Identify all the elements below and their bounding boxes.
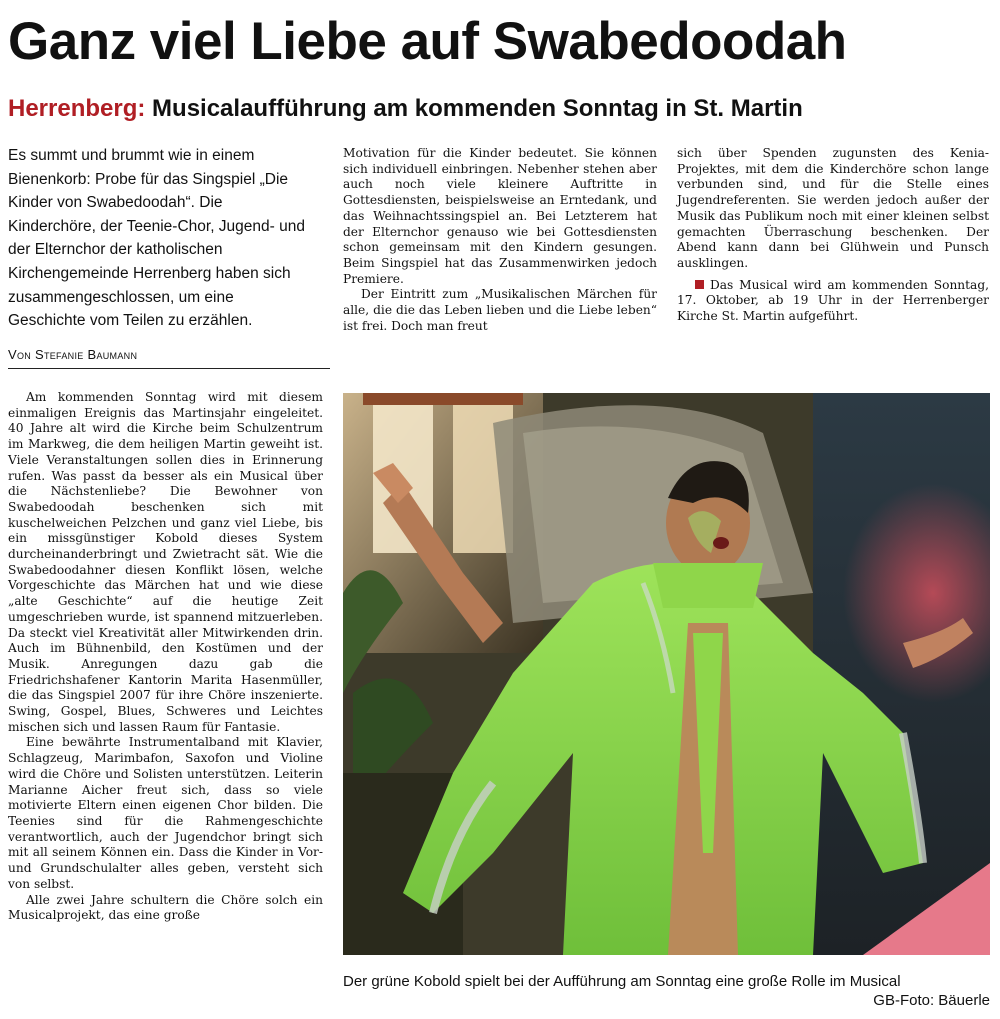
article-photo (343, 393, 990, 955)
column-3 (677, 146, 989, 325)
subhead-place: Herrenberg: (8, 95, 146, 122)
column-1 (8, 390, 323, 924)
subheadline (8, 93, 993, 125)
paragraph: Am kommenden Sonntag wird mit diesem einmaligen Ereignis das Martinsjahr eingeleitet. 40 Jahre alt wird die Kirche beim Schulzentrum im Markweg, die dem heiligen Martin geweiht ist. Viele Veranstaltungen sollen dies in Erinnerung rufen. Was passt da besser als ein Musical über die Nächstenliebe? Die Bewohner von Swabedoodah beschenken sich mit kuschelweichen Pelzchen und ganz viel Liebe, bis ein missgünstiger Kobold dieses System durcheinanderbringt und Zwietracht sät. Wie die Swabedoodahner diesen Konflikt lösen, welche Vorgeschichte das Märchen hat und wie diese „alte Geschichte“ auf die heutige Zeit umgeschrieben wurde, ist spannend mitzuerleben. Da steckt viel Kreativität aller Mitwirkenden drin. Auch im Bühnenbild, den Kostümen und der Musik. Anregungen dazu gab die Friedrichshafener Kantorin Marita Hasenmüller, die das Singspiel 2007 für ihre Chöre inszenierte. Swing, Gospel, Blues, Schweres und Leichtes mischen sich und lassen Raum für Fantasie. (8, 390, 323, 734)
info-text: Das Musical wird am kommenden Sonntag, 17. Oktober, ab 19 Uhr in der Herrenberger Kirche St. Martin aufgeführt. (677, 277, 989, 324)
paragraph: Eine bewährte Instrumentalband mit Klavier, Schlagzeug, Marimbafon, Saxofon und Violine wird die Chöre und Solisten unterstützen. Leiterin Marianne Aicher freut sich, dass so viele motivierte Eltern einen eigenen Chor bilden. Die Teenies sind für die Rahmengeschichte verantwortlich, auch der Jugendchor bringt sich mit all seinem Können ein. Dass die Kinder in Vor- und Grundschulalter alles geben, versteht sich von selbst. (8, 735, 323, 891)
square-bullet-icon (695, 280, 704, 289)
caption-text: Der grüne Kobold spielt bei der Aufführung am Sonntag eine große Rolle im Musical (343, 973, 901, 990)
paragraph: Motivation für die Kinder bedeutet. Sie können sich individuell einbringen. Nebenher stehen aber auch noch viele kleinere Auftritte in Gottesdiensten, beispielsweise an Erntedank, und das Weihnachtssingspiel an. Bei Letzterem hat der Elternchor genauso wie bei Gottesdiensten schon gemeinsam mit den Kindern gesungen. Beim Singspiel hat das Zusammenwirken jedoch Premiere. (343, 146, 657, 286)
lead-text: Es summt und brummt wie in einem Bienenkorb: Probe für das Singspiel „Die Kinder von Swabedoodah“. Die Kinderchöre, der Teenie-Chor, Jugend- und der Elternchor der katholischen Kirchengemeinde Herrenberg haben sich zusammengeschlossen, um eine Geschichte vom Teilen zu erzählen. (8, 147, 305, 330)
photo-credit: GB-Foto: Bäuerle (873, 992, 990, 1009)
photo-caption (343, 972, 990, 1009)
subhead-text: Musicalaufführung am kommenden Sonntag in St. Martin (145, 95, 803, 122)
byline: Von Stefanie Baumann (8, 345, 330, 369)
paragraph: Der Eintritt zum „Musikalischen Märchen für alle, die die das Leben lieben und die Liebe leben“ ist frei. Doch man freut (343, 287, 657, 333)
headline: Ganz viel Liebe auf Swabedoodah (8, 12, 847, 71)
paragraph: sich über Spenden zugunsten des Kenia-Projektes, mit dem die Kinderchöre schon lange verbunden sind, und für die Stelle eines Jugendreferenten. Sie werden jedoch außer der Musik das Publikum noch mit einer kleinen selbst gemachten Überraschung beschenken. Der Abend kann dann bei Glühwein und Punsch ausklingen. (677, 146, 989, 270)
column-2 (343, 146, 657, 334)
info-box (677, 278, 989, 325)
paragraph: Alle zwei Jahre schultern die Chöre solch ein Musicalprojekt, das eine große (8, 892, 323, 923)
lead-paragraph (8, 144, 308, 333)
goblin-performer-photo (343, 393, 990, 955)
